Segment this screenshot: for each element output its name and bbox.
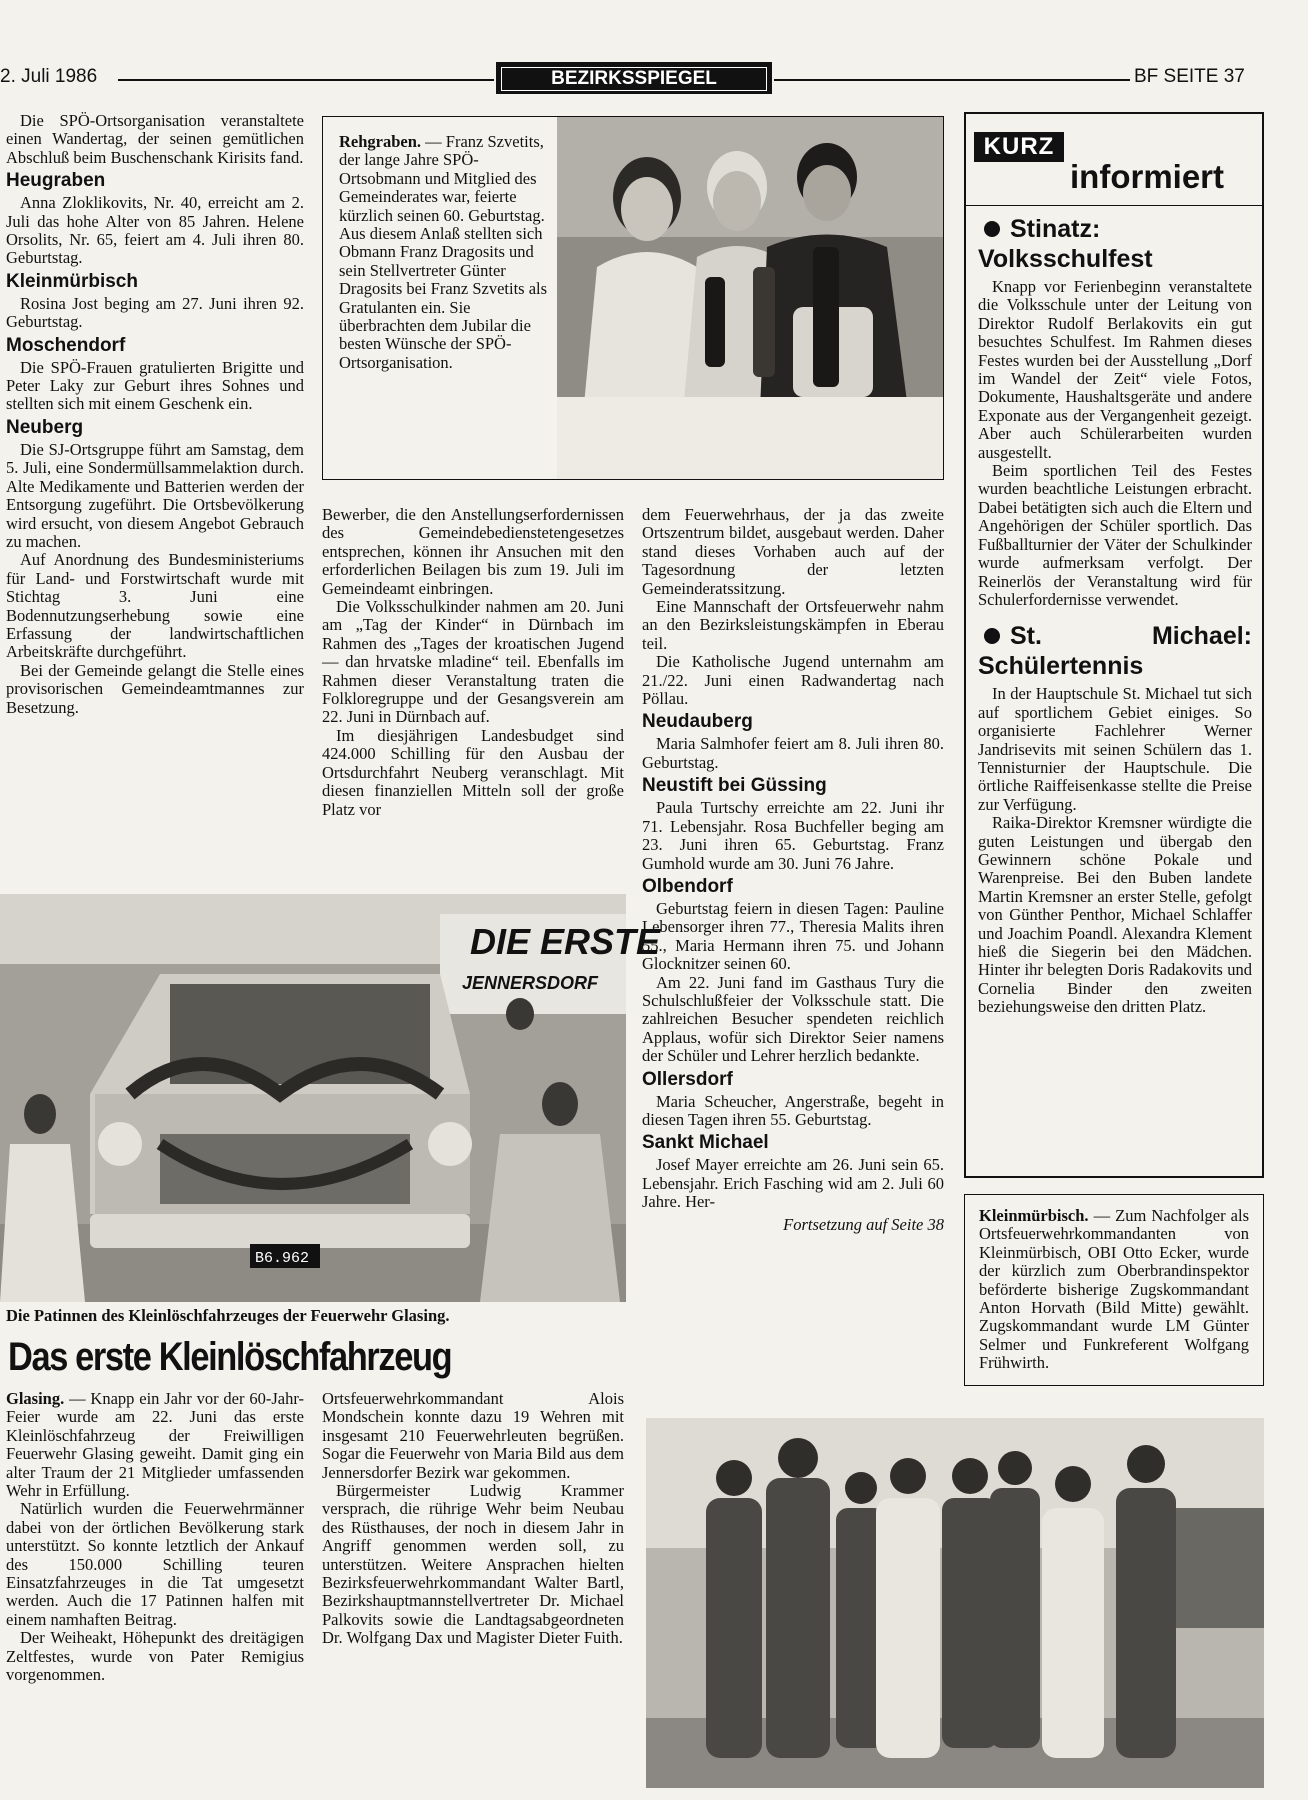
rehgraben-text — [339, 133, 555, 372]
column-local-news — [6, 112, 304, 717]
feuerwehr-text-2: Natürlich wurden die Feuerwehrmänner dabei von der örtlichen Bevölkerung stark unterstützt. So konnte letztlich der Ankauf des 150.000 Schilling teuren Einsatzfahrzeuges in die Tat umgesetzt werden. Auch die 17 Patinnen halfen mit einem namhaften Beitrag. — [6, 1499, 304, 1629]
text-sankt-michael: Josef Mayer erreichte am 26. Juni sein 65. Lebensjahr. Erich Fasching wid am 2. Juli 60 Jahre. Her- — [642, 1155, 944, 1212]
kurz-title: informiert — [1070, 158, 1225, 195]
heading-moschendorf: Moschendorf — [6, 334, 126, 356]
firetruck-photo — [0, 894, 661, 1302]
page-number: BF SEITE 37 — [1134, 66, 1245, 87]
rehgraben-lead: Rehgraben. — [339, 132, 422, 151]
heading-olbendorf: Olbendorf — [642, 875, 733, 897]
section-title: BEZIRKSSPIEGEL — [501, 67, 767, 91]
feuerwehr-col-left — [6, 1390, 304, 1685]
plate-text: B6.962 — [255, 1250, 310, 1267]
bullet-icon — [984, 221, 1000, 237]
feuerwehr-text-3: Der Weiheakt, Höhepunkt des dreitägigen Zeltfestes, wurde von Pater Remigius vorgenommen. — [6, 1628, 304, 1685]
rehgraben-body: — Franz Szvetits, der lange Jahre SPÖ-Ortsobmann und Mitglied des Gemeinderates war, feierte kürzlich seinen 60. Geburtstag. Aus diesem Anlaß stellten sich Obmann Franz Dragosits und sein Stellvertreter Günter Dragosits bei Franz Szvetits als Gratulanten ein. Sie überbrachten dem Jubilar die besten Wünsche der SPÖ-Ortsorganisation. — [339, 132, 548, 372]
stinatz-title: Stinatz: Volksschulfest — [978, 215, 1153, 273]
column-neuberg-continued — [322, 506, 624, 819]
michael-text-2: Raika-Direktor Kremsner würdigte die guten Leistungen und übergab den Gewinnern schöne Pokale und Warenpreise. Bei den Buben landete Martin Kremsner an erster Stelle, gefolgt von Günther Penthor, Michael Schlaffer und Joachim Poandl. Alexandra Klement hieß die Siegerin bei den Mädchen. Hinter ihr belegten Doris Radakovits und Cornelia Binder den zweiten beziehungsweise den dritten Platz. — [978, 813, 1252, 1017]
text-jugend: Die Katholische Jugend unternahm am 21./22. Juni einen Radwandertag nach Pöllau. — [642, 652, 944, 709]
issue-date: 2. Juli 1986 — [0, 66, 98, 87]
firetruck-caption: Die Patinnen des Kleinlöschfahrzeuges der Feuerwehr Glasing. — [6, 1306, 450, 1325]
text-kleinmuerbisch: Rosina Jost beging am 27. Juni ihren 92. Geburtstag. — [6, 293, 304, 332]
text-neustift: Paula Turtschy erreichte am 22. Juni ihr 71. Lebensjahr. Rosa Buchfeller beging am 23. Juni ihren 65. Geburtstag. Franz Gumhold wurde am 30. Juni 76 Jahre. — [642, 798, 944, 873]
text-moschendorf: Die SPÖ-Frauen gratulierten Brigitte und Peter Laky zur Geburt ihres Sohnes und stellten sich mit einem Geschenk ein. — [6, 357, 304, 414]
rehgraben-photo — [557, 117, 943, 479]
text-neuberg-1: Die SJ-Ortsgruppe führt am Samstag, dem 5. Juli, eine Sondermüllsammelaktion durch. Alte Medikamente und Batterien werden der Entsorgung zugeführt. Die Ortsbevölkerung wird ersucht, von diesem Angebot Gebrauch zu machen. — [6, 439, 304, 551]
banner-text: DIE ERSTE — [470, 921, 661, 962]
rehgraben-box — [322, 116, 944, 480]
feuerwehr-lead: Glasing. — [6, 1389, 65, 1408]
group-photo — [646, 1418, 1264, 1788]
stinatz-heading — [978, 214, 1252, 274]
column-birthdays — [642, 506, 944, 1234]
section-badge — [496, 62, 772, 94]
michael-title: St. Michael: Schülertennis — [978, 622, 1252, 681]
feuerwehr-text-4: Ortsfeuerwehrkommandant Alois Mondschein konnte dazu 19 Wehren mit insgesamt 210 Feuerwehrleuten begrüßen. Sogar die Feuerwehr von Maria Bild aus dem Jennersdorfer Bezirk war gekommen. — [322, 1389, 624, 1482]
text-landesbudget: Im diesjährigen Landesbudget sind 424.000 Schilling für den Ausbau der Ortsdurchfahrt Neuberg veranschlagt. Mit diesen finanziellen Mitteln soll der große Platz vor — [322, 725, 624, 819]
rehgraben-photo-image — [557, 117, 943, 479]
text-ollersdorf: Maria Scheucher, Angerstraße, begeht in diesen Tagen ihren 55. Geburtstag. — [642, 1091, 944, 1129]
feuerwehr-text-1: — Knapp ein Jahr vor der 60-Jahr-Feier wurde am 22. Juni das erste Kleinlöschfahrzeug der Freiwilligen Feuerwehr Glasing geweiht. Damit ging ein alter Traum der 21 Mitglieder umfassenden Wehr in Erfüllung. — [6, 1389, 304, 1501]
text-neuberg-2: Auf Anordnung des Bundesministeriums für Land- und Forstwirtschaft wurde mit Stichtag 3. Juni eine Bodennutzungserhebung sowie eine Erfassung der landwirtschaftlichen Arbeitskräfte durchgeführt. — [6, 550, 304, 662]
stinatz-text-1: Knapp vor Ferienbeginn veranstaltete die Volksschule unter der Leitung von Direktor Rudolf Berlakovits ein gut besuchtes Schulfest. Im Rahmen dieses Festes wurden bei der Ausstellung „Dorf im Wandel der Zeit“ viele Fotos, Dokumente, Haushaltsgeräte und andere Exponate aus der Vergangenheit gezeigt. Aber auch Schülerarbeiten wurden ausgestellt. — [978, 277, 1252, 462]
page-header — [0, 62, 1308, 98]
kurz-header — [966, 114, 1262, 206]
heading-kleinmuerbisch: Kleinmürbisch — [6, 270, 138, 292]
header-rule-left — [118, 79, 494, 81]
text-neudauberg: Maria Salmhofer feiert am 8. Juli ihren 80. Geburtstag. — [642, 734, 944, 772]
feuerwehr-text-5: Bürgermeister Ludwig Krammer versprach, die rührige Wehr beim Neubau des Rüsthauses, der noch in diesem Jahr in Angriff genommen werden soll, zu unterstützen. Weitere Ansprachen hielten Bezirksfeuerwehrkommandant Walter Bartl, Bezirkshauptmannstellvertreter Dr. Michael Palkovits sowie die Landtagsabgeordneten Dr. Wolfgang Dax und Magister Dieter Fuith. — [322, 1481, 624, 1648]
banner-subtext: JENNERSDORF — [462, 973, 599, 993]
text-mannschaft: Eine Mannschaft der Ortsfeuerwehr nahm an den Bezirksleistungskämpfen in Eberau teil. — [642, 597, 944, 653]
heading-neustift: Neustift bei Güssing — [642, 775, 827, 797]
bullet-icon — [984, 628, 1000, 644]
text-olbendorf-2: Am 22. Juni fand im Gasthaus Tury die Schulschlußfeier der Volksschule statt. Die zahlreichen Besucher spendeten reichlich Applaus, wofür sich Direktor Seier namens der Schüler und Lehrer herzlich bedankte. — [642, 972, 944, 1066]
kleinmuerbisch-box — [964, 1194, 1264, 1386]
text-neuberg-3: Bei der Gemeinde gelangt die Stelle eines provisorischen Gemeindeamtmannes zur Besetzung. — [6, 660, 304, 717]
kleinmuerbisch-lead: Kleinmürbisch. — [979, 1206, 1089, 1225]
kurz-badge: KURZ — [974, 132, 1064, 162]
group-photo-image — [646, 1418, 1264, 1788]
text-bewerber: Bewerber, die den Anstellungserfordernissen des Gemeindebedienstetengesetzes entsprechen, können ihr Ansuchen mit den erforderlichen Beilagen bis zum 19. Juli im Gemeindeamt einbringen. — [322, 505, 624, 598]
heading-ollersdorf: Ollersdorf — [642, 1068, 733, 1090]
firetruck-photo-image — [0, 894, 661, 1302]
continued-note: Fortsetzung auf Seite 38 — [783, 1214, 944, 1234]
heading-neuberg: Neuberg — [6, 416, 84, 438]
intro-text: Die SPÖ-Ortsorganisation veranstaltete einen Wandertag, der seinen gemütlichen Abschluß beim Buschenschank Kirisits fand. — [6, 111, 304, 167]
text-feuerwehrhaus: dem Feuerwehrhaus, der ja das zweite Ortszentrum bildet, ausgebaut werden. Daher stand dieses Vorhaben auch auf der Tagesordnung der letzten Gemeinderatssitzung. — [642, 505, 944, 598]
michael-heading — [978, 621, 1252, 681]
kurz-informiert-box — [964, 112, 1264, 1178]
text-heugraben: Anna Zloklikovits, Nr. 40, erreicht am 2. Juli das hohe Alter von 85 Jahren. Helene Orsolits, Nr. 65, feiert am 4. Juli ihren 80. Geburtstag. — [6, 193, 304, 268]
heading-neudauberg: Neudauberg — [642, 711, 753, 733]
text-volksschulkinder: Die Volksschulkinder nahmen am 20. Juni am „Tag der Kinder“ in Dürnbach im Rahmen des „Tages der kroatischen Jugend — dan hrvatske mladine“ teil. Ebenfalls im Rahmen dieser Veranstaltung traten die Folkloregruppe und der Gesangsverein am 22. Juni in Dürnbach auf. — [322, 597, 624, 727]
heading-heugraben: Heugraben — [6, 170, 106, 192]
text-olbendorf-1: Geburtstag feiern in diesen Tagen: Pauline Lebensorger ihren 77., Theresia Malits ihren 55., Maria Hermann ihren 75. und Johann Glocknitzer seinen 60. — [642, 898, 944, 974]
heading-sankt-michael: Sankt Michael — [642, 1132, 769, 1154]
michael-text-1: In der Hauptschule St. Michael tut sich auf sportlichem Gebiet einiges. So organisierte Fachlehrer Werner Jandrisevits mit seinen Schülern das 1. Tennisturnier der Hauptschule. Die örtliche Raiffeisenkasse stellte die Preise zur Verfügung. — [978, 684, 1252, 814]
kleinmuerbisch-body: — Zum Nachfolger als Ortsfeuerwehrkommandanten von Kleinmürbisch, OBI Otto Ecker, wurde der kürzlich zum Oberbrandinspektor beförderte bisherige Zugskommandant Anton Horvath (Bild Mitte) gewählt. Zugskommandant wurde LM Günter Selmer und Funkreferent Wolfgang Frühwirth. — [979, 1206, 1249, 1373]
header-rule-right — [774, 79, 1130, 81]
stinatz-text-2: Beim sportlichen Teil des Festes wurden beachtliche Leistungen erbracht. Dabei betätigten sich auch die Eltern und Angehörigen der Schüler sportlich. Das Fußballturnier der Väter der Schulkinder wurde aufmerksam verfolgt. Der Reinerlös der Veranstaltung wird für Schulerfordernisse verwendet. — [978, 461, 1252, 609]
kurz-content — [978, 214, 1252, 1017]
feuerwehr-headline: Das erste Kleinlöschfahrzeug — [8, 1335, 452, 1379]
feuerwehr-col-right — [322, 1390, 624, 1648]
